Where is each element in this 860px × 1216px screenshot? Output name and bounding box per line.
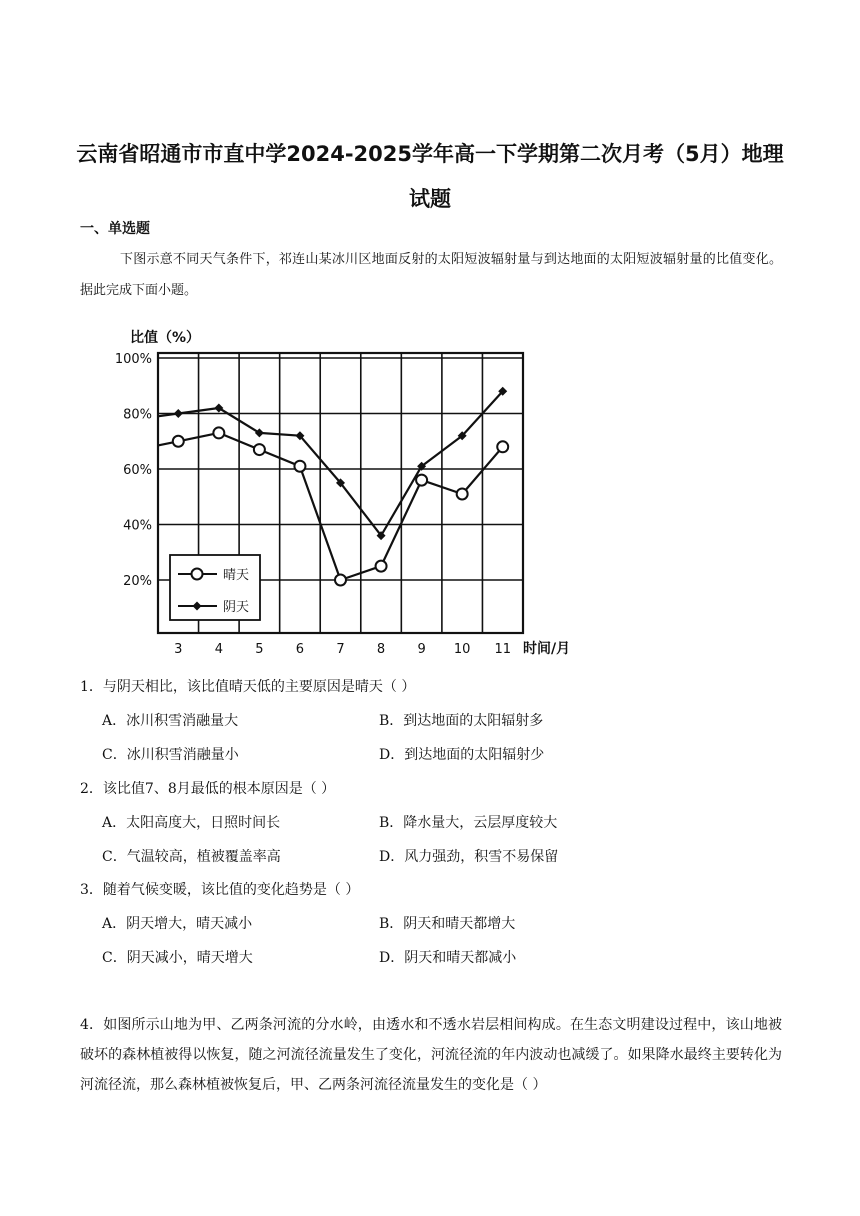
x-tick-label: 11 bbox=[494, 642, 511, 657]
y-tick-label: 60% bbox=[123, 463, 152, 478]
q3-option-a[interactable]: A．阴天增大，晴天减小 bbox=[102, 916, 253, 932]
data-point-sunny bbox=[294, 461, 305, 472]
data-point-sunny bbox=[376, 561, 387, 572]
data-point-sunny bbox=[254, 444, 265, 455]
data-point-sunny bbox=[213, 427, 224, 438]
q1-option-c[interactable]: C．冰川积雪消融量小 bbox=[102, 747, 239, 763]
question-4-stem: 4．如图所示山地为甲、乙两条河流的分水岭，由透水和不透水岩层相间构成。在生态文明建设过程中，该山地被破坏的森林植被得以恢复，随之河流径流量发生了变化，河流径流的年内波动也减缓了。如果降水最终主要转化为河流径流，那么森林植被恢复后，甲、乙两条河流径流量发生的变化是（ ） bbox=[80, 1017, 782, 1093]
x-tick-label: 3 bbox=[174, 642, 183, 657]
section-label: 一、单选题 bbox=[80, 221, 150, 237]
data-point-sunny bbox=[335, 575, 346, 586]
q3-option-c[interactable]: C．阴天减小，晴天增大 bbox=[102, 950, 253, 966]
legend-label: 晴天 bbox=[223, 568, 250, 583]
data-point-sunny bbox=[457, 488, 468, 499]
x-tick-label: 8 bbox=[376, 642, 386, 657]
chart-legend bbox=[170, 555, 260, 620]
q2-option-a[interactable]: A．太阳高度大，日照时间长 bbox=[102, 815, 281, 831]
question-1-stem: 1．与阴天相比，该比值晴天低的主要原因是晴天（ ） bbox=[80, 679, 416, 695]
document-title-continued: 试题 bbox=[409, 187, 451, 211]
document-title: 云南省昭通市市直中学2024-2025学年高一下学期第二次月考（5月）地理 bbox=[76, 142, 784, 166]
y-axis-label: 比值（%） bbox=[130, 330, 201, 346]
x-tick-label: 5 bbox=[255, 642, 264, 657]
ratio-line-chart bbox=[100, 320, 590, 665]
data-point-sunny bbox=[416, 475, 427, 486]
data-point-sunny bbox=[173, 436, 184, 447]
y-tick-label: 20% bbox=[123, 574, 152, 589]
q1-option-b[interactable]: B．到达地面的太阳辐射多 bbox=[379, 713, 544, 729]
x-tick-labels bbox=[174, 642, 511, 657]
y-tick-labels bbox=[115, 352, 152, 589]
q2-option-b[interactable]: B．降水量大，云层厚度较大 bbox=[379, 815, 558, 831]
q1-option-a[interactable]: A．冰川积雪消融量大 bbox=[102, 713, 239, 729]
question-3-stem: 3．随着气候变暖，该比值的变化趋势是（ ） bbox=[80, 882, 360, 898]
q2-option-d[interactable]: D．风力强劲，积雪不易保留 bbox=[379, 849, 559, 865]
x-tick-label: 7 bbox=[336, 642, 345, 657]
x-tick-label: 6 bbox=[295, 642, 305, 657]
q3-option-b[interactable]: B．阴天和晴天都增大 bbox=[379, 916, 516, 932]
y-tick-label: 100% bbox=[114, 352, 152, 367]
legend-marker-sunny bbox=[192, 569, 203, 580]
question-2-stem: 2．该比值7、8月最低的根本原因是（ ） bbox=[80, 781, 336, 797]
x-tick-label: 10 bbox=[453, 642, 471, 657]
x-axis-label: 时间/月 bbox=[523, 641, 571, 657]
x-tick-label: 4 bbox=[214, 642, 223, 657]
legend-label: 阴天 bbox=[223, 600, 250, 615]
q1-option-d[interactable]: D．到达地面的太阳辐射少 bbox=[379, 747, 545, 763]
q2-option-c[interactable]: C．气温较高，植被覆盖率高 bbox=[102, 849, 281, 865]
q3-option-d[interactable]: D．阴天和晴天都减小 bbox=[379, 950, 517, 966]
y-tick-label: 80% bbox=[123, 407, 152, 423]
x-tick-label: 9 bbox=[417, 642, 426, 657]
y-tick-label: 40% bbox=[123, 518, 152, 534]
data-point-sunny bbox=[497, 441, 508, 452]
data-point-cloudy bbox=[174, 409, 183, 418]
question-intro: 下图示意不同天气条件下，祁连山某冰川区地面反射的太阳短波辐射量与到达地面的太阳短波辐射量的比值变化。据此完成下面小题。 bbox=[80, 252, 782, 298]
